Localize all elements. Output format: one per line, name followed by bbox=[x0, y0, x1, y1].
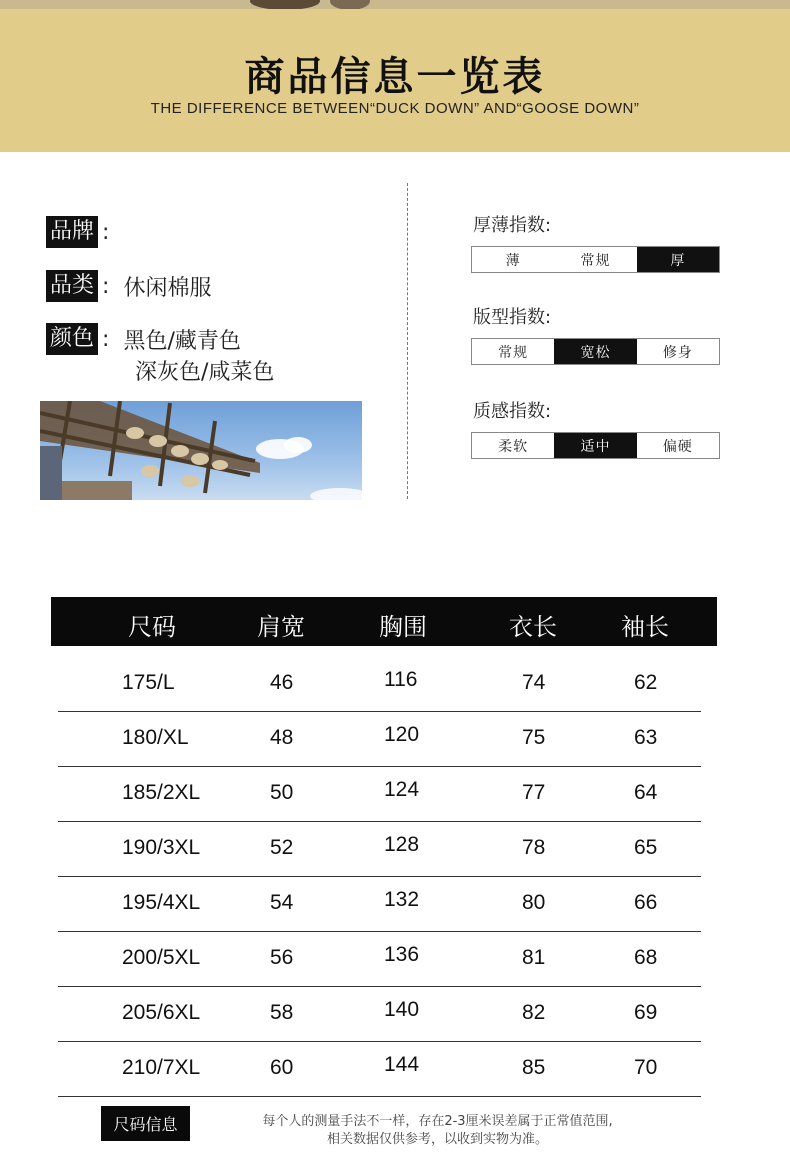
header-length: 衣长 bbox=[509, 613, 557, 641]
section-divider bbox=[407, 183, 408, 499]
texture-option-medium: 适中 bbox=[554, 433, 636, 458]
cell-sleeve: 70 bbox=[634, 1056, 658, 1079]
brand-row bbox=[46, 214, 123, 250]
fit-option-slim: 修身 bbox=[662, 344, 693, 361]
cell-shoulder: 54 bbox=[270, 891, 294, 914]
table-row bbox=[58, 657, 701, 712]
cell-size: 175/L bbox=[122, 671, 175, 694]
thickness-option-thin: 薄 bbox=[505, 252, 521, 269]
header-banner bbox=[0, 9, 790, 152]
measurement-note-line2: 相关数据仅供参考，以收到实物为准。 bbox=[326, 1132, 548, 1147]
cell-length: 85 bbox=[522, 1056, 546, 1079]
page-title: 商品信息一览表 bbox=[244, 54, 546, 100]
category-tag: 品类 bbox=[46, 270, 98, 302]
cell-sleeve: 62 bbox=[634, 671, 658, 694]
cell-chest: 144 bbox=[384, 1053, 420, 1076]
thickness-option-thick: 厚 bbox=[637, 247, 719, 272]
cell-sleeve: 69 bbox=[634, 1001, 658, 1024]
header-shoulder: 肩宽 bbox=[257, 613, 305, 641]
cell-chest: 136 bbox=[384, 943, 420, 966]
brand-colon: : bbox=[102, 219, 110, 245]
table-row bbox=[58, 767, 701, 822]
color-tag: 颜色 bbox=[46, 323, 98, 355]
color-colon: : bbox=[102, 326, 110, 352]
cell-length: 81 bbox=[522, 946, 546, 969]
cell-length: 80 bbox=[522, 891, 546, 914]
table-row bbox=[58, 822, 701, 877]
cell-size: 185/2XL bbox=[122, 781, 201, 804]
category-colon: : bbox=[102, 273, 110, 299]
fit-index-bar bbox=[471, 338, 720, 365]
cell-length: 82 bbox=[522, 1001, 546, 1024]
row-divider bbox=[58, 1096, 701, 1097]
category-value: 休闲棉服 bbox=[123, 275, 212, 301]
cell-size: 195/4XL bbox=[122, 891, 201, 914]
thickness-option-regular: 常规 bbox=[580, 252, 611, 269]
header-sleeve: 袖长 bbox=[621, 613, 669, 641]
texture-option-stiff: 偏硬 bbox=[662, 438, 693, 455]
top-photo-strip bbox=[0, 0, 790, 9]
header-size: 尺码 bbox=[128, 613, 176, 641]
size-table-header bbox=[51, 597, 717, 646]
color-value-line1: 黑色/藏青色 bbox=[123, 328, 241, 354]
cell-size: 180/XL bbox=[122, 726, 189, 749]
product-scene-photo bbox=[40, 401, 362, 500]
cell-sleeve: 64 bbox=[634, 781, 658, 804]
cell-shoulder: 56 bbox=[270, 946, 294, 969]
thickness-index-bar bbox=[471, 246, 720, 273]
cell-sleeve: 65 bbox=[634, 836, 658, 859]
size-info-tag: 尺码信息 bbox=[101, 1106, 190, 1141]
texture-option-soft: 柔软 bbox=[498, 438, 529, 455]
cell-shoulder: 52 bbox=[270, 836, 294, 859]
photo-fragment bbox=[250, 0, 320, 9]
table-row bbox=[58, 712, 701, 767]
measurement-note-line1: 每个人的测量手法不一样，存在2-3厘米误差属于正常值范围, bbox=[262, 1114, 613, 1129]
cell-shoulder: 60 bbox=[270, 1056, 294, 1079]
cell-shoulder: 48 bbox=[270, 726, 294, 749]
table-row bbox=[58, 987, 701, 1042]
cell-size: 200/5XL bbox=[122, 946, 201, 969]
cell-size: 210/7XL bbox=[122, 1056, 201, 1079]
cell-shoulder: 46 bbox=[270, 671, 294, 694]
cell-length: 75 bbox=[522, 726, 546, 749]
cell-sleeve: 63 bbox=[634, 726, 658, 749]
page-subtitle: THE DIFFERENCE BETWEEN“DUCK DOWN” AND“GOOSE DOWN” bbox=[150, 100, 640, 117]
fit-index-label: 版型指数: bbox=[473, 307, 552, 328]
cell-shoulder: 58 bbox=[270, 1001, 294, 1024]
cell-chest: 124 bbox=[384, 778, 420, 801]
table-row bbox=[58, 1042, 701, 1097]
cell-chest: 140 bbox=[384, 998, 420, 1021]
category-row bbox=[46, 268, 211, 304]
table-row bbox=[58, 932, 701, 987]
cell-length: 78 bbox=[522, 836, 546, 859]
cell-length: 74 bbox=[522, 671, 546, 694]
cell-sleeve: 66 bbox=[634, 891, 658, 914]
cell-chest: 120 bbox=[384, 723, 420, 746]
cell-shoulder: 50 bbox=[270, 781, 294, 804]
header-chest: 胸围 bbox=[379, 613, 427, 641]
table-row bbox=[58, 877, 701, 932]
cell-size: 205/6XL bbox=[122, 1001, 201, 1024]
color-value-line2: 深灰色/咸菜色 bbox=[135, 360, 275, 385]
fit-option-regular: 常规 bbox=[498, 344, 529, 361]
pergola-illustration bbox=[40, 401, 362, 500]
photo-fragment bbox=[330, 0, 370, 9]
cell-chest: 116 bbox=[384, 668, 418, 691]
cell-chest: 132 bbox=[384, 888, 420, 911]
cell-chest: 128 bbox=[384, 833, 420, 856]
thickness-index-label: 厚薄指数: bbox=[473, 215, 552, 236]
cell-size: 190/3XL bbox=[122, 836, 201, 859]
brand-tag: 品牌 bbox=[46, 216, 98, 248]
color-row bbox=[46, 321, 241, 357]
texture-index-bar bbox=[471, 432, 720, 459]
fit-option-loose: 宽松 bbox=[554, 339, 636, 364]
cell-length: 77 bbox=[522, 781, 546, 804]
texture-index-label: 质感指数: bbox=[473, 401, 552, 422]
cell-sleeve: 68 bbox=[634, 946, 658, 969]
